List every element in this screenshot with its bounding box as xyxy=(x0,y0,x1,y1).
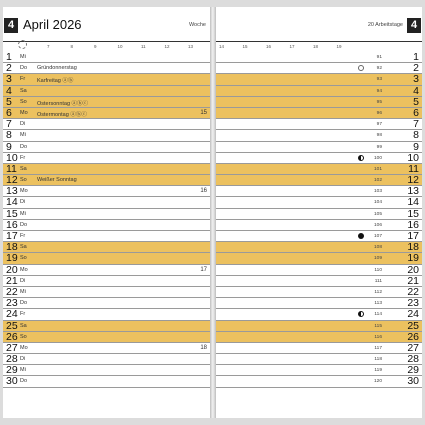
day-row[interactable] xyxy=(3,220,210,231)
week-number: 17 xyxy=(200,266,207,273)
day-of-year: 120 xyxy=(373,379,382,385)
day-row[interactable] xyxy=(3,376,210,387)
day-row-right[interactable] xyxy=(216,209,422,220)
day-number: 14 xyxy=(6,196,18,209)
day-row[interactable] xyxy=(3,142,210,153)
work-days-label: 20 Arbeitstage xyxy=(367,22,403,28)
weekday-label: Di xyxy=(20,356,26,363)
day-of-year: 113 xyxy=(374,301,382,307)
day-number-right: 23 xyxy=(407,297,419,310)
day-number: 20 xyxy=(6,263,18,276)
weekday-label: Do xyxy=(20,65,28,72)
day-number: 8 xyxy=(6,129,12,142)
day-row[interactable] xyxy=(3,119,210,130)
day-row-right[interactable] xyxy=(216,220,422,231)
day-rows-left xyxy=(3,52,210,388)
holiday-label: Karfreitag ⓐⓑ xyxy=(37,78,74,85)
day-of-year: 103 xyxy=(373,189,382,195)
day-row[interactable] xyxy=(3,265,210,276)
hour-scale xyxy=(3,44,210,50)
weekday-label: Sa xyxy=(20,87,27,94)
day-number-right: 17 xyxy=(407,230,419,242)
day-of-year: 105 xyxy=(373,211,382,217)
day-of-year: 114 xyxy=(374,312,382,318)
month-number-badge: 4 xyxy=(4,18,18,33)
day-row-right[interactable] xyxy=(216,343,422,354)
day-row[interactable] xyxy=(3,242,210,253)
weekday-label: Do xyxy=(20,143,28,150)
day-row-right[interactable] xyxy=(216,376,422,387)
week-label: Woche xyxy=(188,22,206,28)
day-row[interactable] xyxy=(3,309,210,320)
day-number: 2 xyxy=(6,62,12,75)
day-number: 11 xyxy=(6,162,17,175)
day-of-year: 92 xyxy=(376,66,382,72)
day-number-right: 14 xyxy=(407,196,419,209)
day-number: 28 xyxy=(6,353,18,366)
day-row-right[interactable] xyxy=(216,142,422,153)
hour-label: 12 xyxy=(164,44,170,49)
day-number-right: 27 xyxy=(407,341,419,354)
day-number: 29 xyxy=(6,364,18,377)
hour-label: 7 xyxy=(47,44,50,49)
day-of-year: 111 xyxy=(374,278,382,284)
day-number: 4 xyxy=(6,84,12,97)
day-number: 25 xyxy=(6,319,18,332)
weekday-label: Sa xyxy=(20,322,27,329)
day-row-right[interactable] xyxy=(216,175,422,186)
day-of-year: 98 xyxy=(376,133,382,139)
day-row-right[interactable] xyxy=(216,354,422,365)
day-row[interactable] xyxy=(3,298,210,309)
day-number-right: 3 xyxy=(413,73,419,86)
day-row[interactable] xyxy=(3,276,210,287)
header-rule-right xyxy=(216,41,422,42)
day-row[interactable] xyxy=(3,253,210,264)
moon-half-icon xyxy=(358,311,364,317)
day-rows-right xyxy=(216,52,422,388)
day-of-year: 91 xyxy=(376,55,382,60)
day-row-right[interactable] xyxy=(216,309,422,320)
day-of-year: 96 xyxy=(376,110,382,116)
day-row-right[interactable] xyxy=(216,231,422,242)
weekday-label: So xyxy=(20,255,27,262)
day-row-right[interactable] xyxy=(216,153,422,164)
day-of-year: 93 xyxy=(376,77,382,83)
day-row-right[interactable] xyxy=(216,332,422,343)
day-number-right: 28 xyxy=(407,353,419,366)
week-number: 16 xyxy=(200,188,207,195)
day-row[interactable] xyxy=(3,197,210,208)
day-row[interactable] xyxy=(3,164,210,175)
hour-label: 11 xyxy=(141,44,146,49)
day-number-right: 12 xyxy=(407,174,419,187)
day-number-right: 19 xyxy=(407,252,419,265)
month-title: April 2026 xyxy=(23,17,82,32)
day-number-right: 29 xyxy=(407,364,419,377)
day-number-right: 4 xyxy=(413,84,419,97)
weekday-label: Di xyxy=(20,277,26,284)
day-number-right: 1 xyxy=(413,51,419,63)
weekday-label: Mi xyxy=(20,132,26,139)
day-row-right[interactable] xyxy=(216,74,422,85)
day-row-right[interactable] xyxy=(216,197,422,208)
weekday-label: So xyxy=(20,333,27,340)
month-number-badge-right: 4 xyxy=(407,18,421,33)
day-number-right: 6 xyxy=(413,106,419,119)
day-row[interactable] xyxy=(3,130,210,141)
day-row[interactable] xyxy=(3,74,210,85)
weekday-label: Mi xyxy=(20,367,26,374)
day-number: 7 xyxy=(6,118,12,131)
day-row[interactable] xyxy=(3,354,210,365)
day-row-right[interactable] xyxy=(216,97,422,108)
day-row[interactable] xyxy=(3,186,210,197)
day-of-year: 95 xyxy=(376,99,382,105)
day-number-right: 30 xyxy=(407,375,419,388)
day-row[interactable] xyxy=(3,153,210,164)
day-of-year: 94 xyxy=(376,88,382,94)
hour-label: 17 xyxy=(289,44,295,49)
weekday-label: Do xyxy=(20,378,28,385)
hour-label: 9 xyxy=(94,44,97,49)
day-number: 3 xyxy=(6,73,12,86)
day-row[interactable] xyxy=(3,52,210,63)
weekday-label: Sa xyxy=(20,244,27,251)
day-number-right: 26 xyxy=(407,330,419,343)
day-number: 27 xyxy=(6,341,18,354)
day-row-right[interactable] xyxy=(216,119,422,130)
day-number-right: 2 xyxy=(413,62,419,75)
right-page xyxy=(216,7,422,418)
right-header xyxy=(216,7,422,41)
day-number-right: 11 xyxy=(408,162,419,175)
day-number-right: 5 xyxy=(413,95,419,108)
weekday-label: Di xyxy=(20,121,26,128)
day-number: 15 xyxy=(6,207,18,220)
day-number: 17 xyxy=(6,230,18,242)
day-number: 16 xyxy=(6,218,18,231)
week-number: 15 xyxy=(200,109,207,116)
day-row[interactable] xyxy=(3,175,210,186)
hour-label: 10 xyxy=(117,44,123,49)
day-row-right[interactable] xyxy=(216,276,422,287)
weekday-label: Mo xyxy=(20,188,28,195)
weekday-label: Mi xyxy=(20,210,26,217)
weekday-label: Di xyxy=(20,199,26,206)
day-of-year: 117 xyxy=(374,345,382,351)
day-row[interactable] xyxy=(3,63,210,74)
day-of-year: 104 xyxy=(373,200,382,206)
hour-label: 13 xyxy=(188,44,194,49)
day-row-right[interactable] xyxy=(216,52,422,63)
holiday-label: Weißer Sonntag xyxy=(37,177,77,184)
day-of-year: 107 xyxy=(373,234,382,239)
day-row[interactable] xyxy=(3,287,210,298)
day-row-right[interactable] xyxy=(216,321,422,332)
day-number: 6 xyxy=(6,106,12,119)
day-number-right: 10 xyxy=(407,151,419,164)
day-row-right[interactable] xyxy=(216,130,422,141)
day-of-year: 106 xyxy=(373,222,382,228)
day-number-right: 18 xyxy=(407,241,419,254)
day-row-right[interactable] xyxy=(216,108,422,119)
day-number: 24 xyxy=(6,308,18,321)
day-row-right[interactable] xyxy=(216,63,422,74)
day-of-year: 118 xyxy=(374,357,382,363)
day-number: 18 xyxy=(6,241,18,254)
day-row-right[interactable] xyxy=(216,365,422,376)
moon-half-icon xyxy=(358,155,364,161)
day-row-right[interactable] xyxy=(216,253,422,264)
day-number-right: 15 xyxy=(407,207,419,220)
day-row[interactable] xyxy=(3,86,210,97)
day-number: 26 xyxy=(6,330,18,343)
day-of-year: 100 xyxy=(373,155,382,161)
weekday-label: Fr xyxy=(20,233,26,239)
day-row-right[interactable] xyxy=(216,287,422,298)
day-row-right[interactable] xyxy=(216,186,422,197)
weekday-label: So xyxy=(20,98,27,105)
day-number: 9 xyxy=(6,140,12,153)
day-row-right[interactable] xyxy=(216,164,422,175)
hour-label: 18 xyxy=(313,44,319,49)
day-number-right: 24 xyxy=(407,308,419,321)
day-of-year: 97 xyxy=(376,122,382,128)
day-of-year: 112 xyxy=(374,289,382,295)
day-number-right: 16 xyxy=(407,218,419,231)
day-number-right: 13 xyxy=(407,185,419,198)
day-row[interactable] xyxy=(3,97,210,108)
weekday-label: So xyxy=(20,177,27,184)
day-of-year: 119 xyxy=(374,368,382,374)
holiday-label: Ostersonntag ⓐⓑⓒ xyxy=(37,100,89,107)
day-number-right: 9 xyxy=(413,140,419,153)
weekday-label: Sa xyxy=(20,165,27,172)
day-row[interactable] xyxy=(3,343,210,354)
weekday-label: Mo xyxy=(20,344,28,351)
weekday-label: Mo xyxy=(20,109,28,116)
day-number: 13 xyxy=(6,185,18,198)
day-of-year: 110 xyxy=(374,267,382,273)
header-rule xyxy=(3,41,210,42)
day-row-right[interactable] xyxy=(216,86,422,97)
day-row-right[interactable] xyxy=(216,265,422,276)
day-row-right[interactable] xyxy=(216,242,422,253)
holiday-label: Ostermontag ⓐⓑⓒ xyxy=(37,111,87,118)
weekday-label: Mi xyxy=(20,288,26,295)
left-header xyxy=(3,7,210,41)
weekday-label: Fr xyxy=(20,311,26,318)
hour-label: 15 xyxy=(242,44,248,49)
day-number-right: 7 xyxy=(413,118,419,131)
weekday-label: Do xyxy=(20,221,28,228)
day-number: 5 xyxy=(6,95,12,108)
day-row[interactable] xyxy=(3,365,210,376)
day-number: 19 xyxy=(6,252,18,265)
day-row[interactable] xyxy=(3,332,210,343)
left-page xyxy=(3,7,210,418)
day-number-right: 20 xyxy=(407,263,419,276)
day-number: 10 xyxy=(6,151,18,164)
hour-label: 16 xyxy=(266,44,272,49)
day-number: 23 xyxy=(6,297,18,310)
hour-label: 14 xyxy=(219,44,225,49)
day-number: 1 xyxy=(6,51,12,63)
day-number-right: 22 xyxy=(407,285,419,298)
day-of-year: 102 xyxy=(373,178,382,184)
weekday-label: Do xyxy=(20,300,28,307)
hour-scale-right xyxy=(216,44,422,50)
day-row-right[interactable] xyxy=(216,298,422,309)
weekday-label: Mo xyxy=(20,266,28,273)
day-of-year: 108 xyxy=(373,245,382,251)
weekday-label: Fr xyxy=(20,154,26,161)
day-number: 30 xyxy=(6,375,18,388)
moon-new-icon xyxy=(358,233,364,239)
day-number-right: 8 xyxy=(413,129,419,142)
day-number-right: 21 xyxy=(407,274,419,287)
day-of-year: 115 xyxy=(374,323,382,329)
hour-label: 8 xyxy=(70,44,74,49)
day-of-year: 109 xyxy=(373,256,382,262)
day-number: 21 xyxy=(6,274,18,287)
weekday-label: Fr xyxy=(20,76,26,83)
day-of-year: 101 xyxy=(373,166,382,172)
day-row[interactable] xyxy=(3,321,210,332)
weekday-label: Mi xyxy=(20,54,26,60)
holiday-label: Gründonnerstag xyxy=(37,65,77,72)
day-row[interactable] xyxy=(3,108,210,119)
moon-full-icon xyxy=(358,65,364,71)
day-number: 22 xyxy=(6,285,18,298)
day-number-right: 25 xyxy=(407,319,419,332)
day-number: 12 xyxy=(6,174,18,187)
day-row[interactable] xyxy=(3,231,210,242)
day-of-year: 116 xyxy=(374,334,382,340)
day-row[interactable] xyxy=(3,209,210,220)
week-number: 18 xyxy=(200,344,207,351)
hour-label: 19 xyxy=(336,44,342,49)
day-of-year: 99 xyxy=(376,144,382,150)
